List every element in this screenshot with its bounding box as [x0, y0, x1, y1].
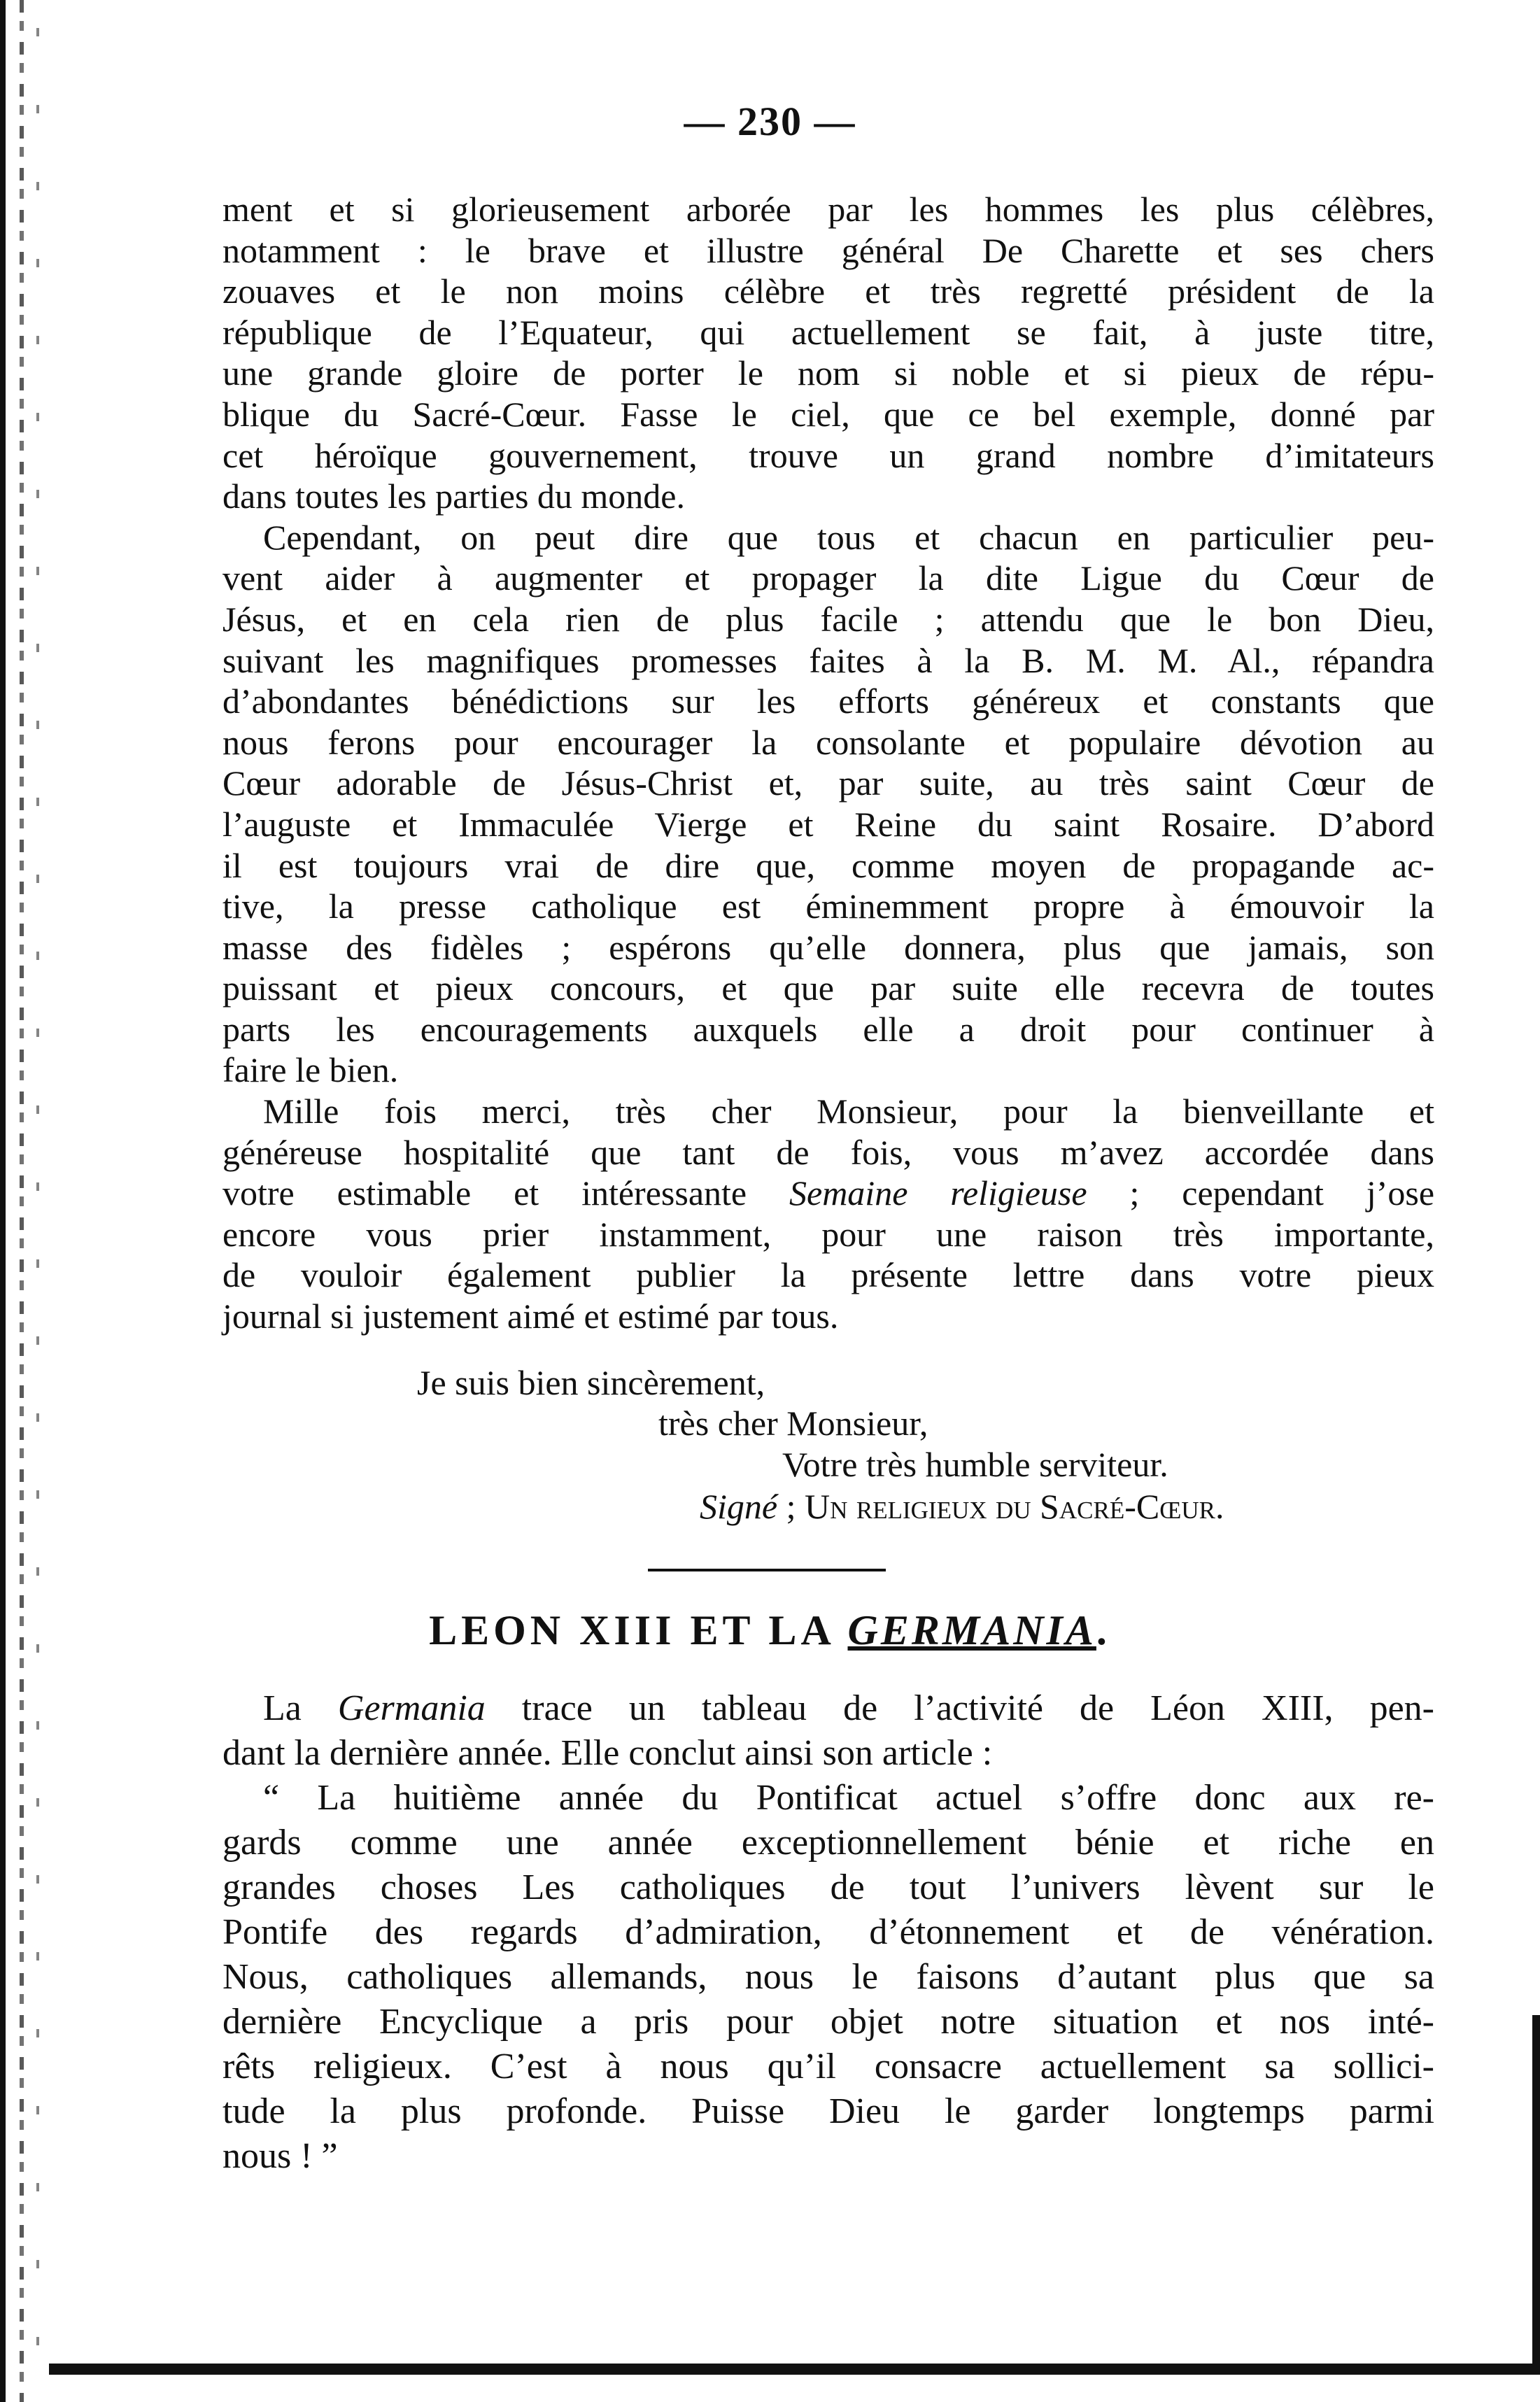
closing-line-2: très cher Monsieur, — [658, 1404, 928, 1443]
text-line: Mille fois merci, très cher Monsieur, pour la bienveillante et — [263, 1092, 1434, 1131]
text-line: cet héroïque gouvernement, trouve un grand nombre d’imitateurs — [222, 435, 1434, 475]
heading-italic: GERMANIA — [847, 1607, 1096, 1653]
text-line: vent aider à augmenter et propager la dite Ligue du Cœur de — [222, 558, 1434, 598]
text-line: généreuse hospitalité que tant de fois, vous m’avez accordée dans — [222, 1132, 1434, 1172]
signer-name: Un religieux du Sacré-Cœur. — [805, 1487, 1224, 1526]
text-line: tude la plus profonde. Puisse Dieu le garder longtemps parmi — [222, 2091, 1434, 2131]
signature-line — [700, 1486, 1224, 1527]
text-line: nous ferons pour encourager la consolante et populaire dévotion au — [222, 722, 1434, 762]
heading-end: . — [1096, 1607, 1111, 1653]
section-divider — [648, 1569, 886, 1571]
text-line: faire le bien. — [222, 1050, 399, 1090]
text-line: Jésus, et en cela rien de plus facile ; attendu que le bon Dieu, — [222, 599, 1434, 639]
text-line: Pontife des regards d’admiration, d’étonnement et de vénération. — [222, 1912, 1434, 1952]
text-line: Nous, catholiques allemands, nous le faisons d’autant plus que sa — [222, 1957, 1434, 1997]
article-body — [222, 1686, 1434, 2179]
text-line: nous ! ” — [222, 2136, 338, 2176]
text-line: parts les encouragements auxquels elle a droit pour continuer à — [222, 1009, 1434, 1049]
text-line: La Germania trace un tableau de l’activité de Léon XIII, pen- — [263, 1688, 1434, 1728]
text-line: il est toujours vrai de dire que, comme moyen de propagande ac- — [222, 845, 1434, 885]
letter-body — [222, 189, 1434, 1337]
text-line: “ La huitième année du Pontificat actuel s’offre donc aux re- — [263, 1778, 1434, 1818]
text-line: masse des fidèles ; espérons qu’elle donnera, plus que jamais, son — [222, 927, 1434, 967]
text-line: ment et si glorieusement arborée par les hommes les plus célèbres, — [222, 190, 1434, 229]
article-heading — [0, 1606, 1540, 1655]
text-line: gards comme une année exceptionnellement bénie et riche en — [222, 1823, 1434, 1863]
text-line: Cependant, on peut dire que tous et chacun en particulier peu- — [263, 517, 1434, 557]
page-number: — 230 — — [684, 99, 856, 144]
text-line: rêts religieux. C’est à nous qu’il consacre actuellement sa sollici- — [222, 2047, 1434, 2086]
text-line: grandes choses Les catholiques de tout l’univers lèvent sur le — [222, 1867, 1434, 1907]
text-line: de vouloir également publier la présente lettre dans votre pieux — [222, 1255, 1434, 1295]
text-line: zouaves et le non moins célèbre et très regretté président de la — [222, 271, 1434, 311]
scan-edge-bottom — [49, 2364, 1540, 2375]
text-line: encore vous prier instamment, pour une raison très importante, — [222, 1214, 1434, 1254]
signed-separator: ; — [777, 1487, 805, 1526]
scan-edge-left-inner — [20, 0, 24, 2402]
closing-line-3: Votre très humble serviteur. — [782, 1445, 1168, 1484]
italic-title: Germania — [337, 1688, 486, 1728]
text-line: puissant et pieux concours, et que par suite elle recevra de toutes — [222, 968, 1434, 1008]
text-line: l’auguste et Immaculée Vierge et Reine du saint Rosaire. D’abord — [222, 804, 1434, 844]
text-line: république de l’Equateur, qui actuellement se fait, à juste titre, — [222, 312, 1434, 352]
text-line: Cœur adorable de Jésus-Christ et, par suite, au très saint Cœur de — [222, 763, 1434, 803]
heading-plain: LEON XIII ET LA — [429, 1607, 848, 1653]
text-line: suivant les magnifiques promesses faites à la B. M. M. Al., répandra — [222, 640, 1434, 680]
text-line: blique du Sacré-Cœur. Fasse le ciel, que ce bel exemple, donné par — [222, 394, 1434, 434]
text-line: dans toutes les parties du monde. — [222, 476, 685, 516]
scan-edge-left — [0, 0, 6, 2402]
text-line: journal si justement aimé et estimé par tous. — [222, 1297, 839, 1336]
text-line: dernière Encyclique a pris pour objet notre situation et nos inté- — [222, 2002, 1434, 2042]
italic-title: Semaine religieuse — [789, 1173, 1087, 1213]
text-line: une grande gloire de porter le nom si noble et si pieux de répu- — [222, 353, 1434, 393]
text-line: notamment : le brave et illustre général De Charette et ses chers — [222, 230, 1434, 270]
text-line: votre estimable et intéressante Semaine religieuse ; cependant j’ose — [222, 1173, 1435, 1213]
text-line: d’abondantes bénédictions sur les efforts généreux et constants que — [222, 681, 1434, 721]
scan-edge-left-mid — [36, 0, 39, 2402]
text-line: dant la dernière année. Elle conclut ainsi son article : — [222, 1733, 993, 1773]
closing-line-1: Je suis bien sincèrement, — [417, 1363, 765, 1402]
signed-label: Signé — [700, 1487, 778, 1526]
scan-edge-right — [1532, 2015, 1540, 2375]
text-line: tive, la presse catholique est éminemment propre à émouvoir la — [222, 886, 1434, 926]
